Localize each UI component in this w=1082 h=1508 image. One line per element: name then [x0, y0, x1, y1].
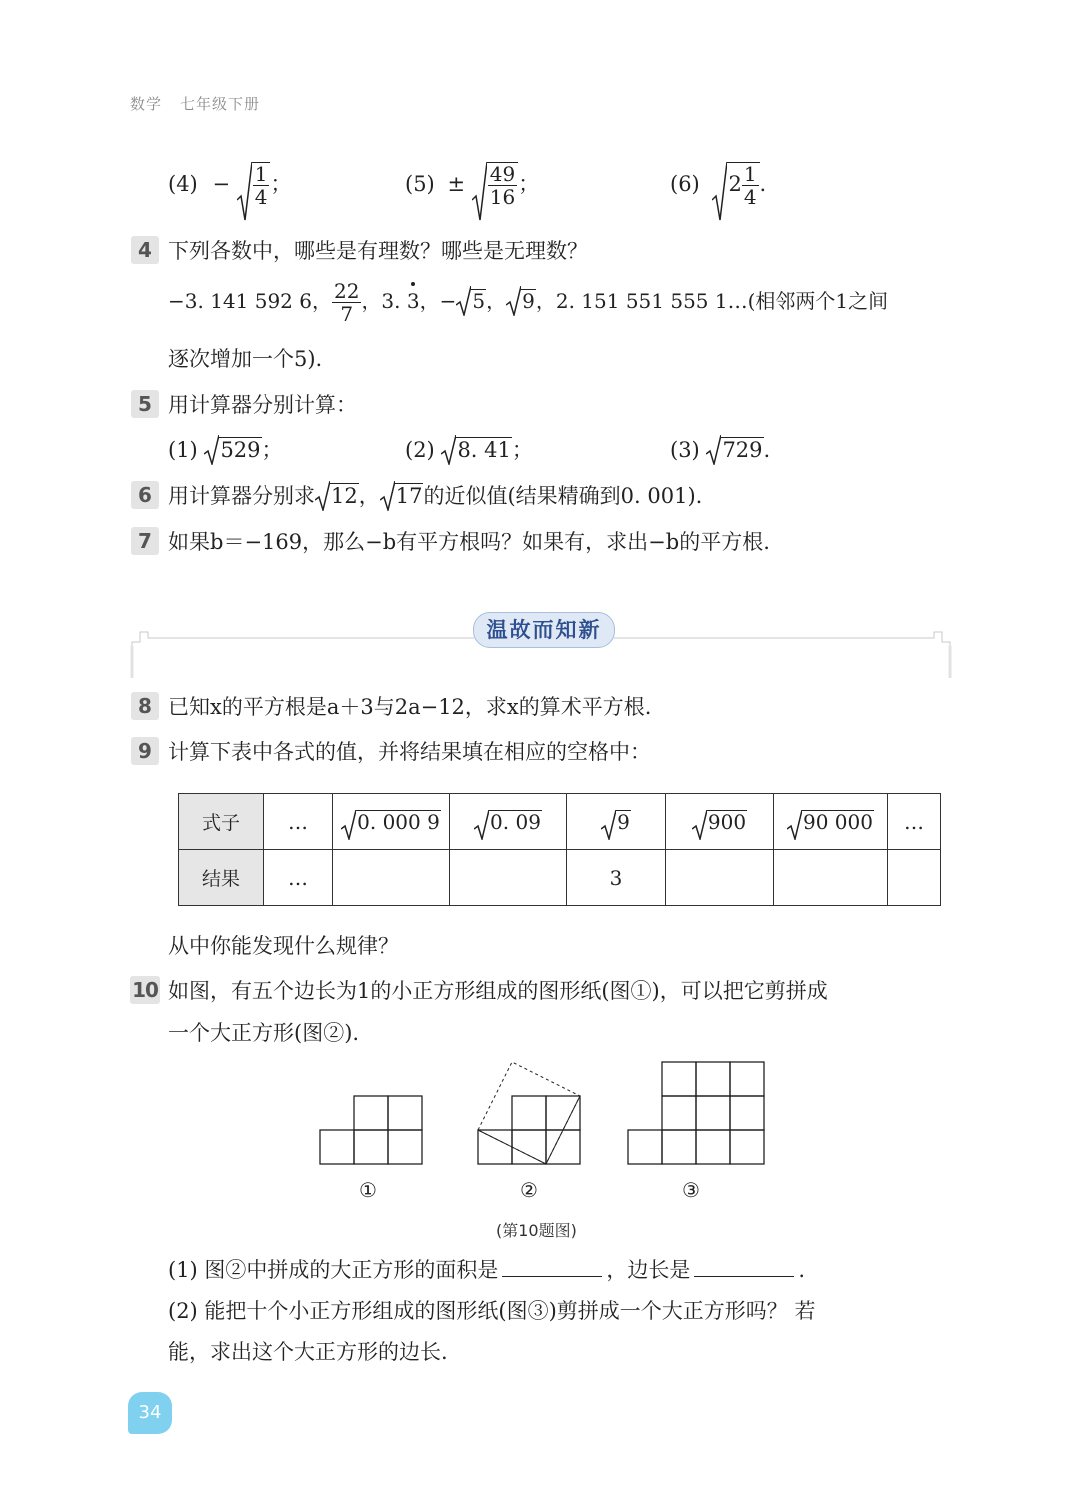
- q9-text: 计算下表中各式的值，并将结果填在相应的空格中：: [168, 740, 651, 764]
- question-number-5: 5: [131, 390, 159, 418]
- table-row-expressions: [179, 794, 941, 850]
- q8-text: 已知x的平方根是a＋3与2a−12，求x的算术平方根.: [168, 695, 652, 719]
- sqrt-fraction-49-16: $\frac{49}{16}$: [472, 162, 518, 208]
- question-number-4: 4: [131, 236, 159, 264]
- question-number-9: 9: [131, 737, 159, 765]
- q3-part-5: (5) ± $\frac{49}{16}$ ；: [405, 162, 539, 208]
- q10-line1: 如图，有五个边长为1的小正方形组成的图形纸(图①)，可以把它剪拼成: [168, 979, 828, 1003]
- table-cell-blank[interactable]: [450, 850, 567, 906]
- table-cell-ellipsis: …: [264, 850, 333, 906]
- sqrt-mixed-2-1-4: 2 $\frac{1}{4}$: [712, 162, 759, 208]
- running-header: [130, 93, 260, 114]
- answer-blank-side[interactable]: [694, 1256, 794, 1277]
- figure-caption: (第10题图): [496, 1221, 577, 1240]
- sqrt-17: 17: [380, 481, 424, 511]
- table-row-results: [179, 850, 941, 906]
- q4-line3: 逐次增加一个5).: [168, 347, 323, 371]
- q10-sub1: (1) 图②中拼成的大正方形的面积是 ，边长是 .: [168, 1258, 806, 1282]
- question-number-6: 6: [131, 481, 159, 509]
- figure-label-1: ①: [359, 1178, 377, 1202]
- row-header-result: 结果: [179, 850, 264, 906]
- question-number-10: 10: [130, 976, 160, 1004]
- q10-sub2-line2: 能，求出这个大正方形的边长.: [168, 1340, 448, 1364]
- sqrt-729: 729: [706, 435, 763, 465]
- minus-sign: −: [212, 172, 231, 196]
- table-cell-blank[interactable]: [888, 850, 941, 906]
- sqrt-fraction-1-4: $\frac{1}{4}$: [237, 162, 271, 208]
- page-number-badge: 34: [128, 1392, 172, 1434]
- figure-label-3: ③: [682, 1178, 700, 1202]
- sqrt-8-41: 8. 41: [441, 435, 511, 465]
- question-number-7: 7: [131, 527, 159, 555]
- table-cell-blank[interactable]: [774, 850, 888, 906]
- sqrt-9: 9: [506, 286, 536, 316]
- repeating-digit: 3: [407, 286, 420, 316]
- q6-text: 用计算器分别求 12， 17的近似值(结果精确到0. 001).: [168, 481, 702, 511]
- figure-1-five-squares: [320, 1096, 422, 1164]
- table-cell-result: 3: [567, 850, 666, 906]
- plus-minus-sign: ±: [447, 172, 466, 196]
- table-cell-expression: 0. 000 9: [333, 794, 450, 850]
- part-label-5: (5): [405, 172, 435, 196]
- table-cell-blank[interactable]: [666, 850, 774, 906]
- figure-2-cut-squares: [478, 1062, 580, 1164]
- q7-text: 如果b＝−169，那么−b有平方根吗？如果有，求出−b的平方根.: [168, 530, 770, 554]
- question-number-8: 8: [131, 692, 159, 720]
- sqrt-5: 5: [456, 286, 486, 316]
- header-subject: 数学: [130, 95, 163, 113]
- q5-part-3: (3) 729.: [670, 435, 770, 465]
- part-label-6: (6): [670, 172, 700, 196]
- row-header-expression: 式子: [179, 794, 264, 850]
- q10-sub2-line1: (2) 能把十个小正方形组成的图形纸(图③)剪拼成一个大正方形吗？ 若: [168, 1299, 816, 1323]
- q9-table: [178, 793, 941, 906]
- sqrt-12: 12: [315, 481, 359, 511]
- q10-line2: 一个大正方形(图②).: [168, 1021, 360, 1045]
- section-title-badge: 温故而知新: [473, 612, 615, 648]
- answer-blank-area[interactable]: [502, 1256, 602, 1277]
- table-cell-expression: 900: [666, 794, 774, 850]
- table-cell-ellipsis: …: [888, 794, 941, 850]
- table-cell-expression: 90 000: [774, 794, 888, 850]
- part-label-4: (4): [168, 172, 198, 196]
- q9-followup: 从中你能发现什么规律？: [168, 934, 399, 958]
- q5-text: 用计算器分别计算：: [168, 393, 357, 417]
- q3-parts-4-6: (4) − $\frac{1}{4}$ ；: [168, 162, 291, 208]
- table-cell-blank[interactable]: [333, 850, 450, 906]
- q5-part-1: (1) 529；: [168, 435, 283, 465]
- q5-part-2: (2) 8. 41；: [405, 435, 533, 465]
- q3-part-6: (6) 2 $\frac{1}{4}$ .: [670, 162, 766, 208]
- q4-numbers-line: −3. 141 592 6， $\frac{22}{7}$ ，3. 3，− 5， 9，2. 151 551 555 1…(相邻两个1之间: [168, 279, 889, 326]
- table-cell-expression: 0. 09: [450, 794, 567, 850]
- fraction-22-7: $\frac{22}{7}$: [333, 279, 360, 326]
- q10-figures: [318, 1060, 778, 1170]
- table-cell-ellipsis: …: [264, 794, 333, 850]
- q4-text: 下列各数中，哪些是有理数？哪些是无理数？: [168, 239, 588, 263]
- header-book: 七年级下册: [180, 95, 261, 113]
- figure-3-ten-squares: [628, 1062, 764, 1164]
- figure-label-2: ②: [520, 1178, 538, 1202]
- sqrt-529: 529: [204, 435, 261, 465]
- table-cell-expression: 9: [567, 794, 666, 850]
